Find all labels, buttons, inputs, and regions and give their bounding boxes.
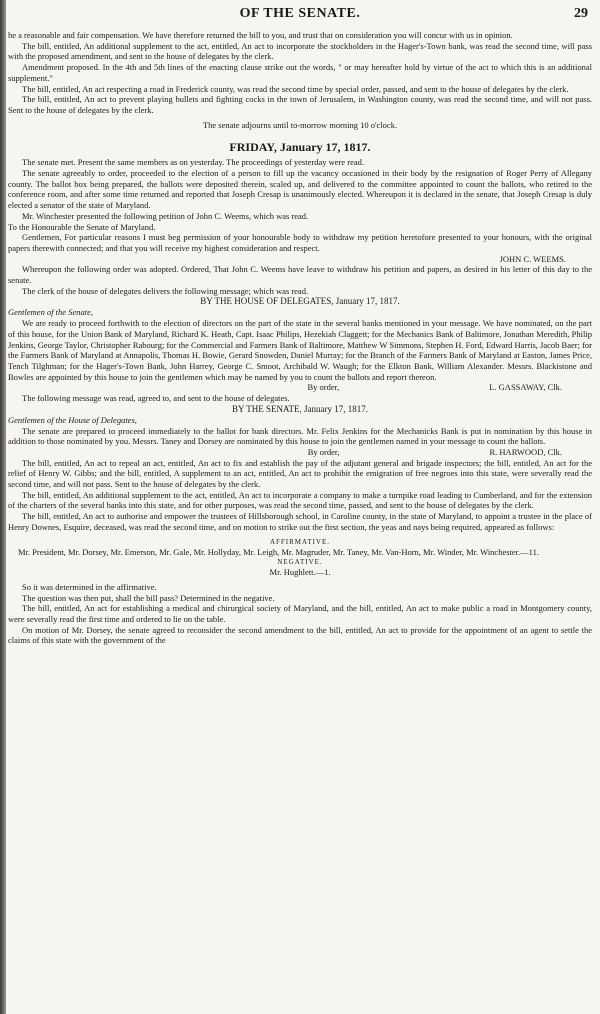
paragraph: The bill, entitled, An additional supplement to the act, entitled, An act to incorporate the stockholders in the Hager's-Town bank, was read the second time, will pass with the proposed amendment, and sent to the house of delegates by the clerk. [8, 40, 592, 62]
clerk-name: L. GASSAWAY, Clk. [489, 382, 562, 393]
paragraph: The bill, entitled, An act respecting a road in Frederick county, was read the second time by special order, passed, and sent to the house of delegates by the clerk. [22, 83, 569, 94]
paragraph: The senate are prepared to proceed immediately to the ballot for bank directors. Mr. Felix Jenkins for the Mechanicks Bank is put in nomination by this house in addition to those nominated by you. Messrs. Taney and Dorsey are nominated by this house to join the gentlemen named in your message to count the ballots. [8, 425, 592, 447]
binding-edge [0, 0, 6, 1014]
clerk-name: R. HARWOOD, Clk. [489, 446, 562, 457]
paragraph: Amendment proposed. In the 4th and 5th lines of the enacting clause strike out the words, " or may hereafter hold by virtue of the act to which this is an additional supplement." [8, 62, 592, 83]
paragraph: The senate met. Present the same members as on yesterday. The proceedings of yesterday were read. [22, 157, 364, 168]
clerk-signature [8, 447, 592, 458]
paragraph: On motion of Mr. Dorsey, the senate agreed to reconsider the second amendment to the bill, entitled, An act to provide for the appointment of an agent to settle the claims of this state with the government of the [8, 624, 592, 646]
by-order: By order, [307, 382, 340, 393]
paragraph: The question was then put, shall the bill pass? Determined in the negative. [22, 592, 275, 603]
affirmative-label: AFFIRMATIVE. [269, 537, 331, 546]
paragraph: So it was determined in the affirmative. [22, 581, 157, 592]
adjournment-line: The senate adjourns until to-morrow morning 10 o'clock. [202, 119, 398, 130]
message-heading: BY THE HOUSE OF DELEGATES, January 17, 1817. [200, 296, 400, 307]
by-order: By order, [307, 446, 340, 457]
negative-names: Mr. Hughlett.—1. [269, 567, 331, 578]
page-number: 29 [574, 6, 588, 21]
paragraph: Whereupon the following order was adopted. Ordered, That John C. Weems have leave to withdraw his petition and papers, as desired in his letter of this day to the senate. [8, 264, 592, 286]
paragraph: The bill, entitled, An act to authorise and empower the trustees of Hillsborough school, in Caroline county, in the state of Maryland, to appoint a trustee in the place of Henry Downes, Esquire, deceased, was read the second time, and on motion to strike out the first section, the yeas and nays being required, appeared as follows: [8, 511, 592, 532]
paragraph: The clerk of the house of delegates delivers the following message; which was read. [22, 285, 309, 296]
page-title: OF THE SENATE. [239, 6, 361, 21]
page-body [8, 6, 592, 646]
affirmative-names: Mr. President, Mr. Dorsey, Mr. Emerson, Mr. Gale, Mr. Hollyday, Mr. Leigh, Mr. Magruder, Mr. Taney, Mr. Van-Horn, Mr. Winder, Mr. Winchester.—11. [18, 546, 539, 557]
paragraph: The bill, entitled, An act to prevent playing bullets and fighting cocks in the town of Jerusalem, in Washington county, was read the second time, and will not pass. Sent to the house of delegates by the clerk. [8, 94, 592, 115]
message-heading: BY THE SENATE, January 17, 1817. [232, 403, 368, 414]
clerk-signature [8, 382, 592, 393]
paragraph: he a reasonable and fair compensation. We have therefore returned the bill to you, and trust that on consideration you will concur with us in opinion. [8, 30, 513, 40]
negative-label: NEGATIVE. [277, 558, 323, 567]
paragraph: The bill, entitled, An additional supplement to the act, entitled, An act to incorporate a company to make a turnpike road leading to Cumberland, and for the extension of the charters of the several banks into this state, and for other purposes, was read the second time, passed, and sent to the house of delegates by the clerk. [8, 489, 592, 511]
paragraph: The bill, entitled, An act to repeal an act, entitled, An act to fix and establish the pay of the adjutant general and brigade inspectors; the bill, entitled, An act for the relief of Henry W. Gibbs; and the bill, entitled, A supplement to an act, entitled, An act to prohibit the emigration of free negroes into this state, were severally read the second time, and will not pass. Sent to the house of delegates by the clerk. [8, 457, 592, 490]
paragraph: The senate agreeably to order, proceeded to the election of a person to fill up the vacancy occasioned in their body by the resignation of Roger Perry of Allegany county. The ballot box being prepared, the ballots were deposited therein, scaled up, and delivered to the committee appointed to count the ballots, who retired to the conference room, and after some time returned and reported that Joseph Cresap is unanimously elected. Whereupon it is declared in the senate, that Joseph Cresap is duly elected a senator of the state of Maryland. [8, 168, 592, 211]
running-header [8, 0, 592, 26]
paragraph: Mr. Winchester presented the following petition of John C. Weems, which was read. [22, 210, 309, 221]
salutation: Gentlemen of the House of Delegates, [8, 414, 137, 425]
salutation: Gentlemen, [22, 232, 62, 243]
petition-address: To the Honourable the Senate of Maryland. [8, 221, 156, 232]
petition-body: Gentlemen, For particular reasons I must beg permission of your honourable body to withdraw my petition heretofore presented to your honours, with the original papers therewith connected; and that you will receive my highest consideration and respect. [8, 232, 592, 253]
paragraph: We are ready to proceed forthwith to the election of directors on the part of the state in the several banks mentioned in your message. We have nominated, on the part of this house, for the Union Bank of Maryland, Richard K. Heath, Capt. Isaac Philips, Hezekiah Claggett; for the Mechanics Bank of Baltimore, Jonathan Meredith, Philip Jenkins, George Taylor, Christopher Rabourg; for the Commercial and Farmers Bank of Baltimore, Matthew W Simmons, Stephen H. Ford, Edward Harris, Jacob Baer; for the Farmers Bank of Maryland at Annapolis, Thomas H. Bowie, Gerard Snowden, Daniel Murray; for the Branch of the Farmers Bank of Maryland at Easton, James Price, Tench Tilghman; for the Hager's-Town Bank, John Harrey, George C. Smoot, Archibald W. Waugh; for the Elkton Bank, William Alexander. Messrs. Blackistone and Bowles are appointed by this house to join the gentlemen which may be named by you to count the ballots and report thereon. [8, 318, 592, 382]
paragraph: The bill, entitled, An act for establishing a medical and chirurgical society of Maryland, and the bill, entitled, An act to make public a road in Montgomery county, were severally read the first time and ordered to lie on the table. [8, 603, 592, 625]
paragraph: The following message was read, agreed to, and sent to the house of delegates. [22, 393, 290, 404]
date-heading: FRIDAY, January 17, 1817. [229, 140, 371, 155]
salutation: Gentlemen of the Senate, [8, 307, 93, 318]
signature: JOHN C. WEEMS. [499, 253, 566, 264]
